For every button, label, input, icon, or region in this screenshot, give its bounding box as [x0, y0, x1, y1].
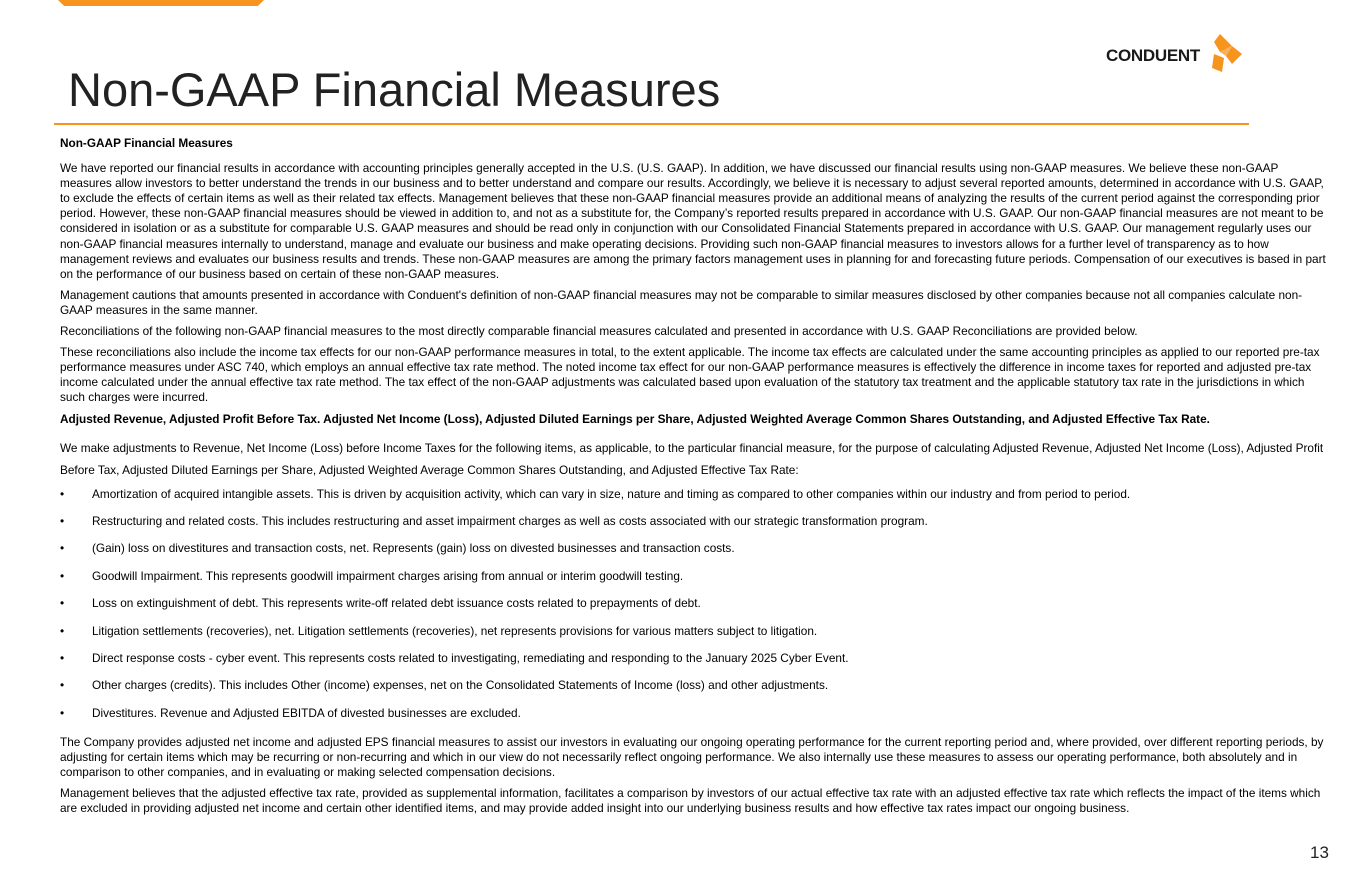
paragraph: We have reported our financial results in accordance with accounting principles generally accepted in the U.S. (U.S. GAAP). In addition, we have discussed our financial results using non-GAAP measures. We believe these non-GAAP measures allow investors to better understand the trends in our business and to better understand and compare our results. Accordingly, we believe it is necessary to adjust several reported amounts, determined in accordance with U.S. GAAP, to exclude the effects of certain items as well as their related tax effects. Management believes that these non-GAAP financial measures provide an additional means of analyzing the results of the current period against the corresponding prior period. However, these non-GAAP financial measures should be viewed in addition to, and not as a substitute for, the Company’s reported results prepared in accordance with U.S. GAAP. Our non-GAAP financial measures are not meant to be considered in isolation or as a substitute for comparable U.S. GAAP measures and should be read only in conjunction with our Consolidated Financial Statements prepared in accordance with U.S. GAAP. Our management regularly uses our non-GAAP financial measures internally to understand, manage and evaluate our business and make operating decisions. Providing such non-GAAP financial measures to investors allows for a further level of transparency as to how management reviews and evaluates our business results and trends. These non-GAAP measures are among the primary factors management uses in planning for and forecasting future periods. Compensation of our executives is based in part on the performance of our business based on certain of these non-GAAP measures.	[60, 161, 1326, 281]
bullet-icon: •	[60, 650, 65, 665]
list-item-text: Goodwill Impairment. This represents goodwill impairment charges arising from annual or interim goodwill testing.	[92, 568, 684, 583]
bullet-icon: •	[60, 568, 65, 583]
bullet-icon: •	[60, 486, 65, 501]
list-item	[60, 624, 1332, 651]
paragraph: These reconciliations also include the income tax effects for our non-GAAP performance measures in total, to the extent applicable. The income tax effects are calculated under the same accounting principles as applied to our reported pre-tax performance measures under ASC 740, which employs an annual effective tax rate method. The noted income tax effect for our non-GAAP performance measures is effectively the difference in income taxes for reported and adjusted pre-tax income calculated under the annual effective tax rate method. The tax effect of the non-GAAP adjustments was calculated based upon evaluation of the statutory tax treatment and the applicable statutory tax rate in the jurisdictions in which such charges were incurred.	[60, 345, 1320, 405]
paragraph: Reconciliations of the following non-GAAP financial measures to the most directly comparable financial measures calculated and presented in accordance with U.S. GAAP Reconciliations are provided below.	[60, 324, 1138, 339]
section-title: Non-GAAP Financial Measures	[60, 136, 233, 150]
page-number: 13	[1310, 843, 1329, 862]
list-item	[60, 651, 1332, 678]
list-item-text: Loss on extinguishment of debt. This represents write-off related debt issuance costs related to prepayments of debt.	[92, 596, 701, 611]
adjustments-list	[60, 487, 1332, 734]
list-item	[60, 706, 1332, 733]
list-item	[60, 487, 1332, 514]
title-divider	[54, 123, 1249, 125]
list-item-text: Restructuring and related costs. This includes restructuring and asset impairment charges as well as costs associated with our strategic transformation program.	[92, 513, 928, 528]
bullet-icon: •	[60, 596, 65, 611]
page-title: Non-GAAP Financial Measures	[68, 63, 721, 116]
list-item	[60, 596, 1332, 623]
body-content	[60, 136, 1332, 823]
adjusted-measures-heading: Adjusted Revenue, Adjusted Profit Before Tax. Adjusted Net Income (Loss), Adjusted Diluted Earnings per Share, Adjusted Weighted Average Common Shares Outstanding, and Adjusted Effective Tax Rate.	[60, 411, 1210, 426]
list-item-text: Other charges (credits). This includes Other (income) expenses, net on the Consolidated Statements of Income (loss) and other adjustments.	[92, 678, 829, 693]
list-item	[60, 514, 1332, 541]
bullet-icon: •	[60, 678, 65, 693]
list-item-text: (Gain) loss on divestitures and transaction costs, net. Represents (gain) loss on divested businesses and transaction costs.	[92, 541, 735, 556]
list-item-text: Amortization of acquired intangible assets. This is driven by acquisition activity, which can vary in size, nature and timing as compared to other companies within our industry and from period to period.	[92, 486, 1131, 501]
list-item-text: Litigation settlements (recoveries), net. Litigation settlements (recoveries), net represents provisions for various matters subject to litigation.	[92, 623, 818, 638]
paragraph: The Company provides adjusted net income and adjusted EPS financial measures to assist our investors in evaluating our ongoing operating performance for the current reporting period and, where provided, over different reporting periods, by adjusting for certain items which may be recurring or non-recurring and which in our view do not necessarily reflect ongoing performance. We also internally use these measures to assess our operating performance, both absolutely and in comparison to other companies, and in evaluating or making selected compensation decisions.	[60, 735, 1324, 780]
list-item	[60, 541, 1332, 568]
list-item	[60, 678, 1332, 705]
list-item-text: Divestitures. Revenue and Adjusted EBITDA of divested businesses are excluded.	[92, 705, 521, 720]
bullet-icon: •	[60, 705, 65, 720]
top-accent-bar	[58, 0, 264, 6]
list-item-text: Direct response costs - cyber event. This represents costs related to investigating, remediating and responding to the January 2025 Cyber Event.	[92, 650, 849, 665]
bullet-icon: •	[60, 623, 65, 638]
company-logo	[1106, 34, 1244, 77]
bullet-icon: •	[60, 513, 65, 528]
paragraph: Management believes that the adjusted effective tax rate, provided as supplemental information, facilitates a comparison by investors of our actual effective tax rate with an adjusted effective tax rate which reflects the impact of the items which are excluded in providing adjusted net income and certain other identified items, and may provide added insight into our underlying business results and how effective tax rates impact our ongoing business.	[60, 786, 1321, 816]
list-item	[60, 569, 1332, 596]
adjustments-intro: We make adjustments to Revenue, Net Income (Loss) before Income Taxes for the following items, as applicable, to the particular financial measure, for the purpose of calculating Adjusted Revenue, Adjusted Net Income (Loss), Adjusted Profit Before Tax, Adjusted Diluted Earnings per Share, Adjusted Weighted Average Common Shares Outstanding, and Adjusted Effective Tax Rate:	[60, 440, 1324, 477]
logo-wordmark: CONDUENT	[1106, 45, 1200, 65]
conduent-logo-icon	[1206, 34, 1244, 77]
bullet-icon: •	[60, 541, 65, 556]
paragraph: Management cautions that amounts presented in accordance with Conduent's definition of non-GAAP financial measures may not be comparable to similar measures disclosed by other companies because not all companies calculate non-GAAP measures in the same manner.	[60, 287, 1303, 317]
